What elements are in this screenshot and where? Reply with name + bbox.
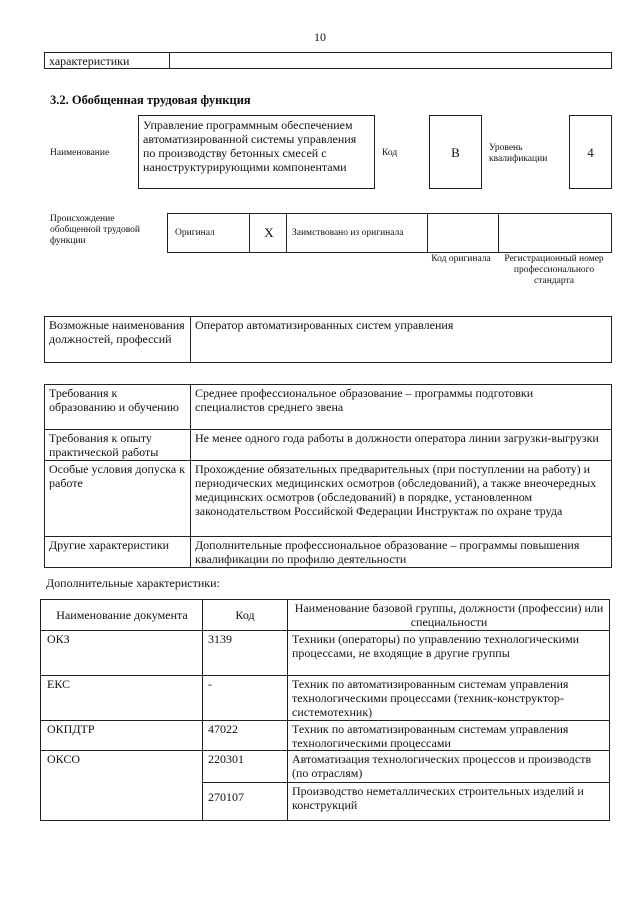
code-value: B (451, 145, 460, 160)
table-cell-code: 270107 (208, 790, 244, 804)
table-cell-name: Техник по автоматизированным системам управления технологическими процессами (техник-конструктор-системотехник) (292, 677, 569, 719)
carryover-label: характеристики (49, 54, 130, 68)
table-cell-name: Техник по автоматизированным системам управления технологическими процессами (292, 722, 569, 750)
page-number: 10 (314, 30, 326, 44)
level-value: 4 (587, 145, 594, 160)
table-cell-doc: ОКЗ (47, 632, 70, 646)
req-value: Не менее одного года работы в должности оператора линии загрузки-выгрузки (195, 431, 599, 445)
positions-label: Возможные наименования должностей, профессий (49, 318, 185, 346)
table-cell-code: 3139 (208, 632, 232, 646)
header-doc: Наименование документа (56, 608, 188, 622)
table-cell-doc: ОКСО (47, 752, 81, 766)
table-cell-name: Автоматизация технологических процессов и производств (по отраслям) (292, 752, 592, 780)
table-cell-name: Производство неметаллических строительных изделий и конструкций (292, 784, 584, 812)
original-label: Оригинал (175, 228, 215, 238)
requirements-table (44, 384, 612, 568)
req-label: Требования к опыту практической работы (49, 431, 159, 459)
header-code: Код (235, 608, 255, 622)
code-caption: Код оригинала (431, 254, 491, 264)
req-value: Дополнительные профессиональное образование – программы повышения квалификации по профилю деятельности (195, 538, 580, 566)
additional-table (40, 599, 610, 821)
table-cell-name: Техники (операторы) по управлению технологическими процессами, не входящие в другие группы (292, 632, 580, 660)
table-cell-code: - (208, 677, 212, 691)
section-title: 3.2. Обобщенная трудовая функция (50, 93, 251, 107)
table-cell-doc: ОКПДТР (47, 722, 95, 736)
req-label: Другие характеристики (49, 538, 170, 552)
original-mark: X (264, 225, 274, 240)
req-value: Среднее профессиональное образование – программы подготовки специалистов среднего звена (195, 386, 534, 414)
table-cell-code: 47022 (208, 722, 238, 736)
table-cell-doc: ЕКС (47, 677, 71, 691)
origin-label: Происхождение обобщенной трудовой функции (50, 214, 140, 246)
code-box (429, 115, 482, 189)
req-label: Требования к образованию и обучению (49, 386, 179, 414)
level-label: Уровень квалификации (489, 143, 548, 164)
req-label: Особые условия допуска к работе (49, 462, 186, 490)
carryover-row (44, 52, 612, 69)
function-name-box (138, 115, 375, 189)
reg-caption: Регистрационный номер профессионального стандарта (504, 254, 604, 286)
req-value: Прохождение обязательных предварительных (при поступлении на работу) и периодических медицинских осмотров (обследований), а также внеочередных медицинских осмотров (обследований) в порядке, установленном законодательством Российской Федерации Инструктаж по охране труда (195, 462, 597, 518)
table-cell-code: 220301 (208, 752, 244, 766)
function-name-value: Управление программным обеспечением автоматизированной системы управления по производству бетонных смесей с наноструктурирующими компонентами (143, 118, 357, 174)
positions-box (44, 316, 612, 363)
code-label: Код (382, 148, 398, 158)
name-label: Наименование (50, 148, 110, 158)
positions-value: Оператор автоматизированных систем управления (195, 318, 454, 332)
level-box (569, 115, 612, 189)
header-name: Наименование базовой группы, должности (профессии) или специальности (294, 601, 604, 629)
additional-title: Дополнительные характеристики: (46, 576, 220, 590)
borrowed-label: Заимствовано из оригинала (292, 228, 404, 238)
origin-box (167, 213, 612, 253)
